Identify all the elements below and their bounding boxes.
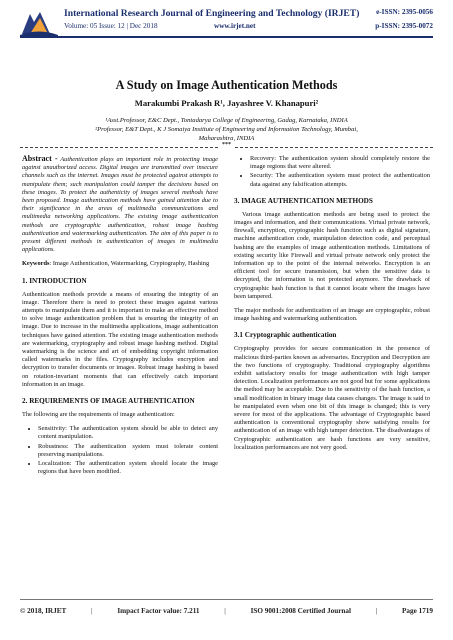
footer-rule xyxy=(20,599,433,600)
footer-separator: | xyxy=(375,607,378,615)
requirements-heading: 2. REQUIREMENTS OF IMAGE AUTHENTICATION xyxy=(22,397,195,406)
affiliation-2: ²Professor, E&T Dept., K J Somaiya Institute of Engineering and Information Technology, Mumbai, xyxy=(95,126,358,133)
requirements-intro: The following are the requirements of image authentication: xyxy=(22,411,175,419)
journal-name: International Research Journal of Engineering and Technology (IRJET) xyxy=(64,8,360,19)
crypto-text: Cryptography provides for secure communication in the presence of malicious third-parties known as adversaries. Encryption and Decryption are the two functions of cryptography. Traditional cryptography algorithms exhibit satisfactory results for image authentication with high tamper detection. Localization performances are not good but for some applications the method may be acceptable. Due to the sensitivity of the hash function, a small modification in binary image data causes changes. The image is said to be manipulated even when one bit of this image is changed; this is very severe for most of the applications. The advantage of Cryptographic based authentication is conventional cryptography show satisfying results for authentication of an image with high tamper detection. The disadvantages of Cryptographic authentication are hash functions are very sensitive, localization performances are not very good. xyxy=(234,345,430,451)
right-column xyxy=(234,155,430,458)
header-rule xyxy=(20,36,433,38)
list-item: • Localization: The authentication system should locate the image regions that have been modified. xyxy=(38,460,218,476)
requirements-list xyxy=(22,425,218,476)
methods-heading: 3. IMAGE AUTHENTICATION METHODS xyxy=(234,196,373,205)
list-item: • Sensitivity: The authentication system should be able to detect any content manipulation. xyxy=(38,425,218,441)
affiliation-3: Maharashtra, INDIA xyxy=(198,135,255,142)
journal-header xyxy=(0,0,453,46)
p-issn: p-ISSN: 2395-0072 xyxy=(375,22,433,30)
divider-stars xyxy=(0,142,453,148)
keywords xyxy=(22,260,218,268)
list-item: • Security: The authentication system must protect the authentication data against any falsification attempts. xyxy=(250,172,430,188)
footer-separator: | xyxy=(224,607,226,615)
footer-iso: ISO 9001:2008 Certified Journal xyxy=(250,607,351,615)
abstract-text: Authentication plays an important role in protecting image against unauthorized access. Digital images are transmitted over insecure channels such as the internet. Images must be protected against attempts to manipulate them; such manipulation could tamper the decisions based on these images. To protect the authenticity of images several methods have been proposed. Image authentication methods have gained attention due to their significance in the areas of multimedia communications and multimedia networking applications. The existing image authentication methods are cryptographic authentication, robust image hashing authentication and watermarking authentication. The aim of this paper is to present different methods in authentication of images in multimedia applications. xyxy=(22,156,218,254)
methods-text: Various image authentication methods are being used to protect the images and information, and their communications. Virtual private network, firewall, encryption, cryptographic hash function such as digital signature, machine authentication code, manipulation detection code, and perceptual hashing are the examples of image authentication methods. Limitations of existing security like Firewall and virtual private network only protect the information up to the point of the internal networks. Encryption is an efficient tool for secure transmission, but when the sensitive data is decrypted, the information is not protected anymore. The drawback of cryptographic hash function is that it cannot locate where the images have been tampered. xyxy=(234,210,430,300)
divider-stars-text: *** xyxy=(222,142,231,148)
footer-copyright: © 2018, IRJET xyxy=(20,607,67,615)
keywords-text: : Image Authentication, Watermarking, Cryptography, Hashing xyxy=(49,260,210,268)
intro-text: Authentication methods provide a means of ensuring the integrity of an image. Therefore there is need to protect these images against various attempts to manipulate them and it is important to make an effective method to solve image authentication problem that is ensuring the integrity of an image. Due to increase in the multimedia applications, image authentication techniques have gained attention. The existing image authentication methods are watermarking, cryptography and robust image hashing method. Digital watermarking is the science and art of embedding copyright information called watermarks in the files. Cryptography includes encryption and decryption to transfer documents or images. Robust image hashing is based on rotation-invariant moments that can effectively catch important information in an image. xyxy=(22,290,218,388)
affiliation-1: ¹Asst.Professor, E&C Dept., Tontadarya College of Engineering, Gadag, Karnataka, INDIA xyxy=(105,117,348,124)
paper-authors: Marakumbi Prakash R¹, Jayashree V. Khanapuri² xyxy=(134,98,319,108)
abstract xyxy=(22,155,218,254)
paper-title: A Study on Image Authentication Methods xyxy=(115,78,338,92)
left-column xyxy=(22,155,218,483)
irjet-logo xyxy=(20,8,58,38)
e-issn: e-ISSN: 2395-0056 xyxy=(376,8,433,16)
abstract-heading: Abstract - xyxy=(22,154,58,163)
intro-heading: 1. INTRODUCTION xyxy=(22,276,87,285)
footer-page-number: Page 1719 xyxy=(402,607,433,615)
journal-website: www.irjet.net xyxy=(214,22,256,30)
crypto-heading: 3.1 Cryptographic authentication xyxy=(234,331,337,340)
methods-summary: The major methods for authentication of an image are cryptographic, robust image hashing and watermarking authentication. xyxy=(234,307,430,323)
volume-line: Volume: 05 Issue: 12 | Dec 2018 xyxy=(64,22,158,30)
requirements-list-continued xyxy=(234,155,430,189)
footer-separator: | xyxy=(91,607,93,615)
keywords-label: Keywords xyxy=(22,260,50,268)
list-item: • Recovery: The authentication system should completely restore the image regions that were altered. xyxy=(250,155,430,171)
page-footer xyxy=(20,607,433,615)
footer-impact-factor: Impact Factor value: 7.211 xyxy=(117,607,200,615)
list-item: • Robustness: The authentication system must tolerate content preserving manipulations. xyxy=(38,443,218,459)
